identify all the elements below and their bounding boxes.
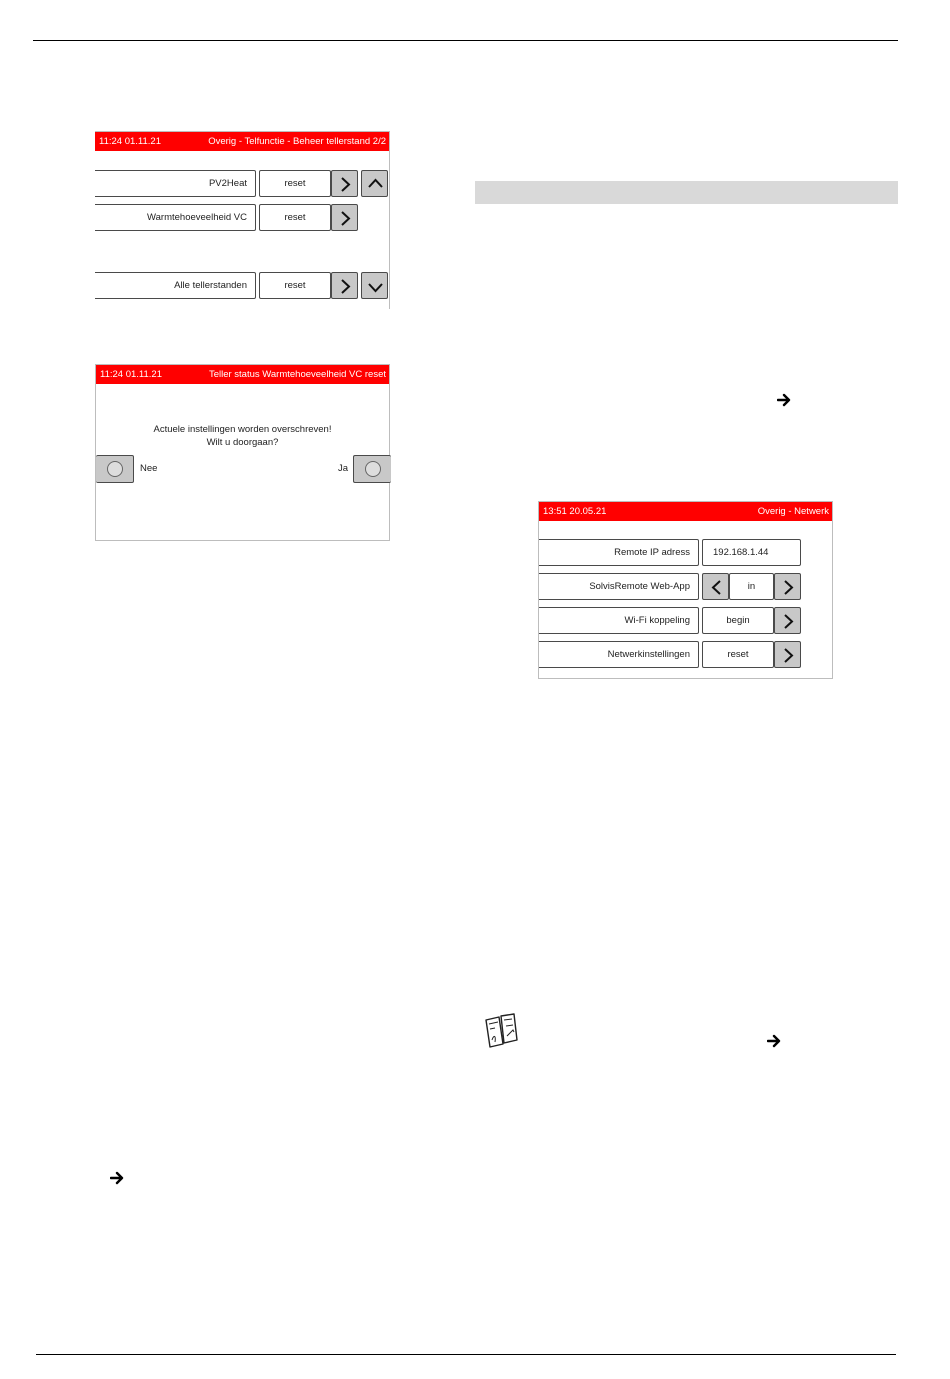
chevron-up-icon	[362, 171, 389, 198]
scroll-down-button[interactable]	[361, 272, 388, 299]
reset-confirmation-screen	[95, 364, 390, 541]
row-label-wifi: Wi-Fi koppeling	[539, 607, 699, 634]
chevron-left-icon	[703, 574, 730, 601]
right-arrow-icon	[110, 1171, 126, 1185]
network-screen	[538, 501, 833, 679]
screen-time: 13:51 20.05.21	[543, 506, 607, 517]
wifi-value-field[interactable]: begin	[702, 607, 774, 634]
web-app-value-field[interactable]: in	[729, 573, 774, 600]
screen-header	[95, 132, 389, 151]
row-label-warmtehoeveelheid: Warmtehoeveelheid VC	[95, 204, 256, 231]
network-settings-value-field[interactable]: reset	[702, 641, 774, 668]
next-pv2heat-button[interactable]	[331, 170, 358, 197]
chevron-right-icon	[775, 608, 802, 635]
chevron-down-icon	[362, 273, 389, 300]
manual-documents-icon	[483, 1012, 523, 1050]
radio-circle-icon	[107, 461, 123, 477]
screen-time: 11:24 01.11.21	[99, 136, 161, 147]
screen-header	[539, 502, 832, 521]
no-radio-button[interactable]	[96, 455, 134, 483]
yes-label: Ja	[338, 463, 349, 474]
reset-warmtehoeveelheid-field[interactable]: reset	[259, 204, 331, 231]
next-web-app-button[interactable]	[774, 573, 801, 600]
remote-ip-field[interactable]: 192.168.1.44	[702, 539, 801, 566]
right-arrow-icon	[777, 393, 793, 407]
counter-management-screen	[95, 131, 390, 309]
section-heading-band	[475, 181, 898, 204]
no-label: Nee	[140, 463, 158, 474]
screen-title: Overig - Telfunctie - Beheer tellerstand 2/2	[208, 136, 386, 147]
chevron-right-icon	[332, 273, 359, 300]
row-label-pv2heat: PV2Heat	[95, 170, 256, 197]
screen-title: Overig - Netwerk	[757, 506, 829, 517]
next-warmtehoeveelheid-button[interactable]	[331, 204, 358, 231]
row-label-network-settings: Netwerkinstellingen	[539, 641, 699, 668]
reset-pv2heat-field[interactable]: reset	[259, 170, 331, 197]
confirmation-message-line2: Wilt u doorgaan?	[206, 437, 279, 448]
chevron-right-icon	[332, 171, 359, 198]
screen-header	[96, 365, 389, 384]
screen-time: 11:24 01.11.21	[100, 369, 162, 380]
screen-title: Teller status Warmtehoeveelheid VC reset	[208, 369, 386, 380]
next-alle-tellerstanden-button[interactable]	[331, 272, 358, 299]
chevron-right-icon	[775, 642, 802, 669]
next-network-settings-button[interactable]	[774, 641, 801, 668]
right-arrow-icon	[767, 1034, 783, 1048]
bottom-rule	[36, 1354, 896, 1355]
confirmation-message-line1: Actuele instellingen worden overschreven!	[153, 424, 332, 435]
reset-alle-tellerstanden-field[interactable]: reset	[259, 272, 331, 299]
chevron-right-icon	[332, 205, 359, 232]
scroll-up-button[interactable]	[361, 170, 388, 197]
yes-radio-button[interactable]	[353, 455, 391, 483]
next-wifi-button[interactable]	[774, 607, 801, 634]
row-label-web-app: SolvisRemote Web-App	[539, 573, 699, 600]
row-label-remote-ip: Remote IP adress	[539, 539, 699, 566]
row-label-alle-tellerstanden: Alle tellerstanden	[95, 272, 256, 299]
prev-web-app-button[interactable]	[702, 573, 729, 600]
chevron-right-icon	[775, 574, 802, 601]
radio-circle-icon	[365, 461, 381, 477]
top-rule	[33, 40, 898, 41]
